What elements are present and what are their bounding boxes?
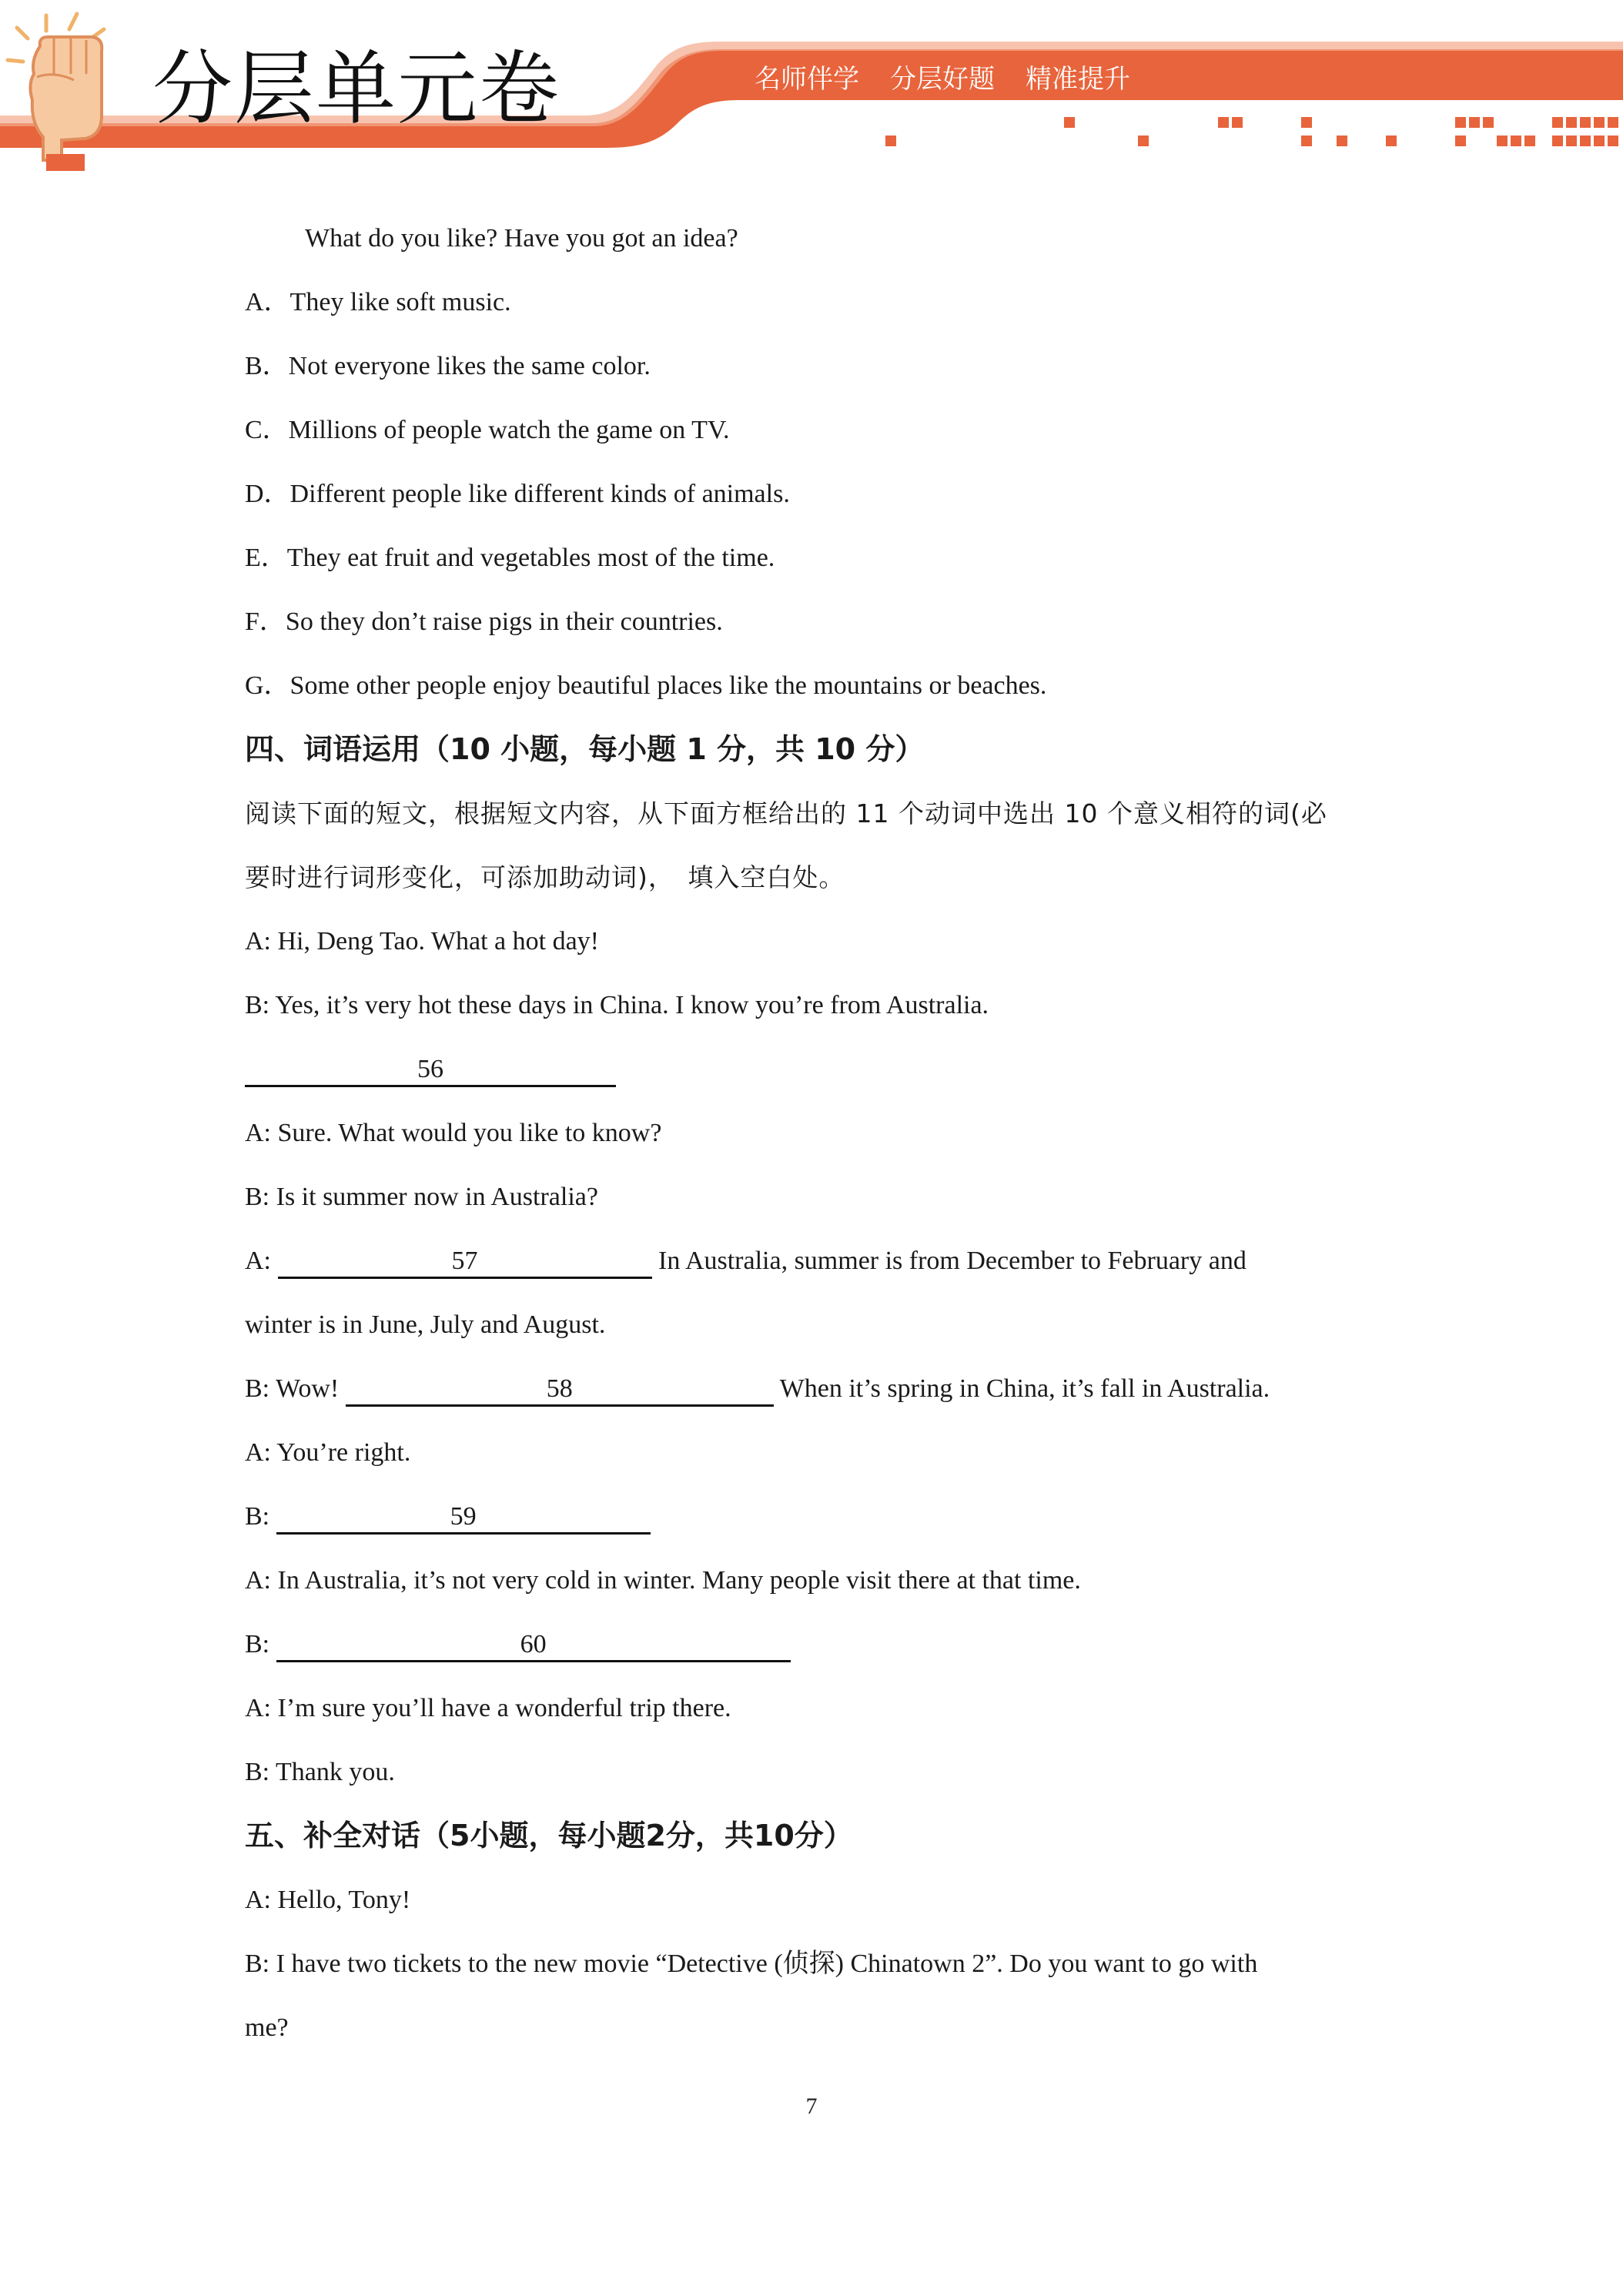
dialogue-line: B: I have two tickets to the new movie “Detective (侦探) Chinatown 2”. Do you want to go with xyxy=(245,1950,1258,1978)
slogan-item: 分层好题 xyxy=(890,64,995,95)
dialogue-text: When it’s spring in China, it’s fall in Australia. xyxy=(773,1374,1270,1403)
page-number: 7 xyxy=(805,2094,818,2119)
dialogue-line: A: Hi, Deng Tao. What a hot day! xyxy=(245,927,599,956)
dialogue-line: A: I’m sure you’ll have a wonderful trip there. xyxy=(245,1694,731,1722)
option-f: F．So they don’t raise pigs in their countries. xyxy=(245,607,723,636)
dialogue-line xyxy=(245,1229,1400,1293)
dialogue-line: me? xyxy=(245,2013,289,2042)
decorative-squares xyxy=(885,117,1618,146)
option-b: B．Not everyone likes the same color. xyxy=(245,352,651,380)
dialogue-line: A: Hello, Tony! xyxy=(245,1886,411,1914)
dialogue-line: winter is in June, July and August. xyxy=(245,1310,606,1339)
option-a: A．They like soft music. xyxy=(245,288,511,316)
header-slogan xyxy=(755,62,1130,97)
dialogue-line: A: In Australia, it’s not very cold in winter. Many people visit there at that time. xyxy=(245,1566,1081,1595)
answer-blank-58[interactable]: 58 xyxy=(346,1374,774,1407)
dialogue-line: A: Sure. What would you like to know? xyxy=(245,1119,662,1147)
answer-blank-60[interactable]: 60 xyxy=(276,1629,791,1662)
dialogue-line xyxy=(245,1037,1400,1101)
speaker-prefix: B: xyxy=(245,1502,276,1531)
slogan-item: 精准提升 xyxy=(1026,64,1130,95)
answer-blank-59[interactable]: 59 xyxy=(276,1501,651,1535)
dialogue-text: In Australia, summer is from December to February and xyxy=(651,1247,1247,1275)
dialogue-line xyxy=(245,1484,1400,1548)
option-e: E．They eat fruit and vegetables most of the time. xyxy=(245,544,775,572)
section5-heading: 五、补全对话（5小题，每小题2分，共10分） xyxy=(245,1819,853,1853)
dialogue-line: A: You’re right. xyxy=(245,1438,411,1467)
intro-line: What do you like? Have you got an idea? xyxy=(305,224,738,253)
option-d: D．Different people like different kinds of animals. xyxy=(245,480,790,508)
section4-instruction-line1: 阅读下面的短文，根据短文内容，从下面方框给出的 11 个动词中选出 10 个意义相符的词(必 xyxy=(245,798,1327,828)
section4-instruction-line2: 要时进行词形变化，可添加助动词)， 填入空白处。 xyxy=(245,862,845,892)
dialogue-line: B: Yes, it’s very hot these days in China. I know you’re from Australia. xyxy=(245,991,989,1019)
option-c: C．Millions of people watch the game on TV. xyxy=(245,416,730,444)
dialogue-line: B: Is it summer now in Australia? xyxy=(245,1183,598,1211)
page-content xyxy=(245,206,1400,2060)
dialogue-line xyxy=(245,1357,1400,1421)
speaker-prefix: B: Wow! xyxy=(245,1374,346,1403)
option-g: G．Some other people enjoy beautiful places like the mountains or beaches. xyxy=(245,671,1047,700)
speaker-prefix: B: xyxy=(245,1630,276,1658)
answer-blank-57[interactable]: 57 xyxy=(278,1246,652,1279)
dialogue-line xyxy=(245,1612,1400,1676)
slogan-item: 名师伴学 xyxy=(755,64,859,95)
brand-title: 分层单元卷 xyxy=(152,42,561,136)
speaker-prefix: A: xyxy=(245,1247,278,1275)
answer-blank-56[interactable]: 56 xyxy=(245,1054,616,1087)
section4-heading: 四、词语运用（10 小题，每小题 1 分，共 10 分） xyxy=(245,732,925,766)
page-header xyxy=(0,0,1623,185)
dialogue-line: B: Thank you. xyxy=(245,1758,395,1786)
